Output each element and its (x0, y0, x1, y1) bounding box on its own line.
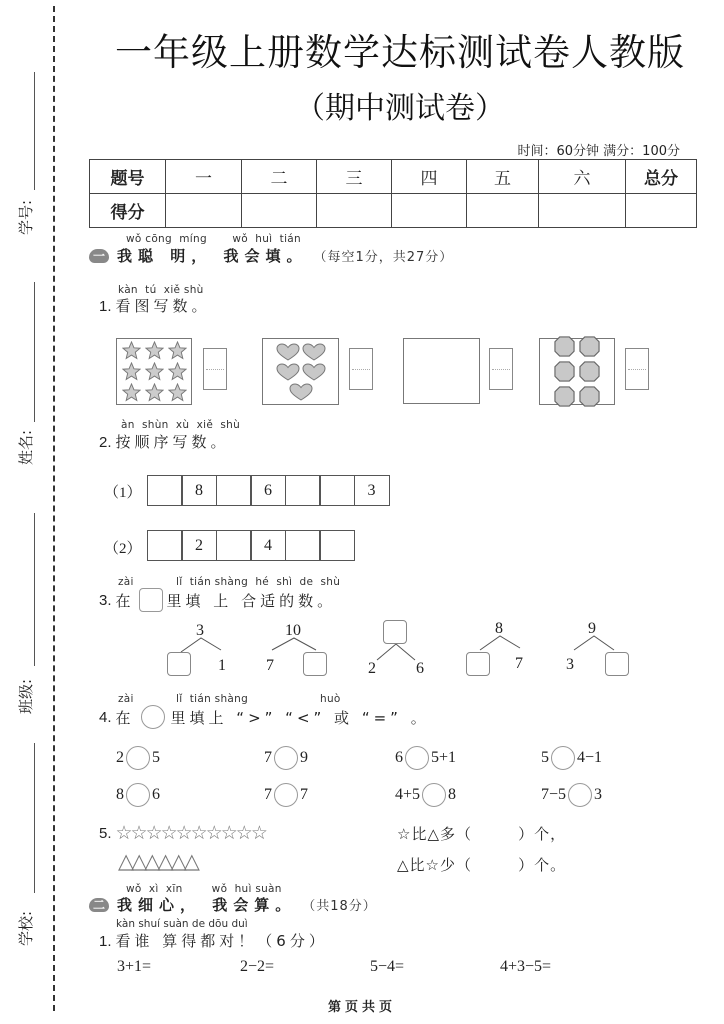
seq-cell[interactable] (147, 475, 183, 506)
compare-left: 6 (395, 749, 403, 766)
answer-box[interactable] (203, 348, 227, 390)
q4-pinyin-huo: huò (320, 693, 341, 705)
picture-empty (403, 338, 480, 404)
s2q1-title: 看谁 算得都对！（6分） (115, 932, 328, 950)
bond-left: 2 (368, 660, 376, 677)
compare-right: 6 (152, 786, 160, 803)
table-cell: 三 (317, 160, 392, 194)
section-badge-icon: 一 (89, 249, 109, 263)
table-cell: 总分 (626, 160, 697, 194)
q2-number: 2. (99, 434, 112, 451)
student-no-label: 学号: (17, 199, 36, 236)
q3-number: 3. (99, 591, 112, 609)
bond-top: 3 (196, 622, 204, 639)
school-line[interactable] (34, 743, 35, 893)
seq-cell: 2 (181, 530, 217, 561)
compare-item (395, 783, 456, 807)
bond-answer-box[interactable] (303, 652, 327, 676)
q5-answer-1[interactable] (488, 822, 528, 840)
score-table (89, 159, 697, 228)
q3-pinyin-zai: zài (118, 576, 134, 588)
compare-item (264, 783, 308, 807)
q4-number: 4. (99, 708, 112, 726)
bond-right: 7 (515, 655, 523, 672)
compare-left: 4+5 (395, 786, 421, 803)
star-icon (168, 383, 187, 402)
sequence-row-2 (148, 530, 355, 561)
bond-lines (365, 620, 455, 680)
q1-number: 1. (99, 298, 112, 315)
compare-circle[interactable] (274, 746, 298, 770)
seq-cell[interactable] (216, 530, 252, 561)
q3-title-a: 在 (115, 591, 135, 610)
table-cell: 四 (392, 160, 467, 194)
score-input-cell[interactable] (626, 194, 697, 228)
class-line[interactable] (34, 513, 35, 666)
compare-item (116, 783, 160, 807)
compare-left: 7 (264, 786, 272, 803)
answer-box[interactable] (349, 348, 373, 390)
seq-cell: 4 (250, 530, 286, 561)
seq-cell[interactable] (147, 530, 183, 561)
section1-title: 我聪 明， 我会填。 (117, 247, 308, 265)
page-subtitle: （期中测试卷） (295, 91, 505, 126)
octagon-icon (579, 361, 600, 382)
seq-cell: 6 (250, 475, 286, 506)
student-no-line[interactable] (34, 72, 35, 190)
q4-title-a: 在 (115, 708, 135, 727)
bond-left: 7 (266, 657, 274, 674)
calc-problem[interactable]: 2−2= (240, 958, 275, 975)
compare-item (395, 746, 456, 770)
heart-icon (289, 383, 313, 401)
score-input-cell[interactable] (392, 194, 467, 228)
picture-hearts (262, 338, 339, 405)
seq-row-label: （1） (104, 485, 142, 501)
star-icon (145, 362, 164, 381)
seq-cell[interactable] (285, 530, 321, 561)
table-cell: 二 (242, 160, 317, 194)
heart-icon (276, 343, 300, 361)
section-badge-icon: 二 (89, 898, 109, 912)
octagon-icon (554, 336, 575, 357)
score-header-row (90, 160, 697, 194)
q4-title-b: 里填上 “>” “<” 或 “=” 。 (170, 708, 430, 727)
section1-heading (89, 245, 453, 266)
star-icon (145, 341, 164, 360)
section2-note: （共18分） (302, 899, 377, 914)
seq-cell: 3 (354, 475, 390, 506)
seq-cell[interactable] (285, 475, 321, 506)
compare-item (541, 783, 602, 807)
score-input-cell[interactable] (242, 194, 317, 228)
q5-number: 5. (99, 824, 112, 842)
octagon-icon (579, 336, 600, 357)
heart-icon (302, 363, 326, 381)
q5-answer-2[interactable] (488, 853, 528, 871)
table-cell: 五 (467, 160, 539, 194)
compare-circle[interactable] (551, 746, 575, 770)
calc-problem[interactable]: 4+3−5= (500, 958, 552, 975)
q2-pinyin: àn shùn xù xiě shù (121, 419, 241, 431)
q5-line1: ☆比△多（ ）个， (397, 825, 567, 843)
compare-right: 5 (152, 749, 160, 766)
q5-line2: △比☆少（ ）个。 (397, 856, 567, 874)
s2q1-heading (99, 930, 328, 951)
school-label: 学校: (17, 910, 36, 947)
q5-heading (99, 822, 266, 844)
octagon-icon (554, 386, 575, 407)
sequence-row-1 (148, 475, 390, 506)
q3-pinyin: lǐ tián shàng hé shì de shù (176, 576, 341, 588)
number-bond (163, 620, 253, 680)
section2-heading (89, 894, 377, 915)
bond-answer-box[interactable] (383, 620, 407, 644)
answer-box[interactable] (625, 348, 649, 390)
answer-box[interactable] (489, 348, 513, 390)
number-bond (365, 620, 455, 680)
bond-right: 6 (416, 660, 424, 677)
picture-stars (116, 338, 192, 405)
compare-item (264, 746, 308, 770)
bond-top: 10 (285, 622, 301, 639)
q4-heading (99, 705, 430, 729)
compare-left: 2 (116, 749, 124, 766)
q1-heading (99, 295, 211, 316)
score-value-row (90, 194, 697, 228)
compare-left: 5 (541, 749, 549, 766)
name-label: 姓名: (17, 429, 36, 466)
q4-pinyin: lǐ tián shàng (176, 693, 249, 705)
section2-pinyin: wǒ xì xīn wǒ huì suàn (126, 883, 282, 895)
compare-circle[interactable] (126, 783, 150, 807)
table-cell: 一 (166, 160, 242, 194)
section1-pinyin: wǒ cōng míng wǒ huì tián (126, 233, 301, 245)
number-bond (262, 620, 352, 680)
s2q1-pinyin: kàn shuí suàn de dōu duì (116, 918, 248, 930)
heart-icon (276, 363, 300, 381)
calc-problem[interactable]: 5−4= (370, 958, 405, 975)
bond-top: 8 (495, 620, 503, 637)
compare-right: 7 (300, 786, 308, 803)
score-input-cell[interactable] (166, 194, 242, 228)
bond-top: 9 (588, 620, 596, 637)
compare-left: 7 (264, 749, 272, 766)
compare-right: 5+1 (431, 749, 457, 766)
star-icon (122, 341, 141, 360)
bond-answer-box[interactable] (167, 652, 191, 676)
table-cell: 题号 (90, 160, 166, 194)
bond-answer-box[interactable] (466, 652, 490, 676)
compare-circle[interactable] (126, 746, 150, 770)
compare-circle[interactable] (274, 783, 298, 807)
compare-left: 7−5 (541, 786, 567, 803)
cut-line (53, 6, 55, 1011)
star-icon (122, 362, 141, 381)
square-box-icon (139, 588, 163, 612)
score-input-cell[interactable] (467, 194, 539, 228)
compare-left: 8 (116, 786, 124, 803)
calc-problem[interactable]: 3+1= (117, 958, 152, 975)
compare-circle[interactable] (568, 783, 592, 807)
circle-icon (141, 705, 165, 729)
star-row: ☆☆☆☆☆☆☆☆☆☆ (115, 822, 266, 844)
section2-title: 我细心， 我会算。 (117, 896, 297, 914)
seq-cell[interactable] (216, 475, 252, 506)
star-icon (168, 362, 187, 381)
octagon-icon (554, 361, 575, 382)
page-footer: 第页共页 (327, 1000, 396, 1015)
star-icon (145, 383, 164, 402)
s2q1-number: 1. (99, 933, 112, 950)
compare-right: 3 (594, 786, 603, 803)
bond-left: 3 (566, 656, 574, 673)
score-input-cell[interactable] (539, 194, 626, 228)
compare-right: 9 (300, 749, 308, 766)
table-cell: 六 (539, 160, 626, 194)
star-icon (168, 341, 187, 360)
compare-circle[interactable] (422, 783, 446, 807)
q2-title: 按顺序写数。 (115, 433, 230, 451)
seq-cell: 8 (181, 475, 217, 506)
bond-right: 1 (218, 657, 226, 674)
star-icon (122, 383, 141, 402)
compare-item (541, 746, 602, 770)
seq-cell[interactable] (319, 475, 355, 506)
seq-row-label: （2） (104, 541, 142, 557)
q4-pinyin-zai: zài (118, 693, 134, 705)
compare-circle[interactable] (405, 746, 429, 770)
number-bond (564, 620, 654, 680)
triangle-row: △△△△△△ (118, 849, 197, 873)
compare-item (116, 746, 160, 770)
q1-pinyin: kàn tú xiě shù (118, 284, 204, 296)
heart-icon (302, 343, 326, 361)
table-cell: 得分 (90, 194, 166, 228)
q3-heading (99, 588, 336, 612)
section1-note: （每空1分，共27分） (313, 250, 454, 265)
picture-octagons (539, 338, 615, 405)
compare-right: 8 (448, 786, 457, 803)
q2-heading (99, 431, 230, 452)
bond-answer-box[interactable] (605, 652, 629, 676)
name-line[interactable] (34, 282, 35, 422)
number-bond (464, 620, 554, 680)
score-input-cell[interactable] (317, 194, 392, 228)
octagon-icon (579, 386, 600, 407)
compare-right: 4−1 (577, 749, 603, 766)
class-label: 班级: (17, 678, 36, 715)
seq-cell[interactable] (319, 530, 355, 561)
q3-title-b: 里填 上 合适的数。 (166, 591, 337, 610)
page-title: 一年级上册数学达标测试卷人教版 (115, 31, 685, 74)
q1-title: 看图写数。 (115, 297, 211, 315)
exam-meta: 时间：60分钟 满分：100分 (517, 144, 680, 159)
